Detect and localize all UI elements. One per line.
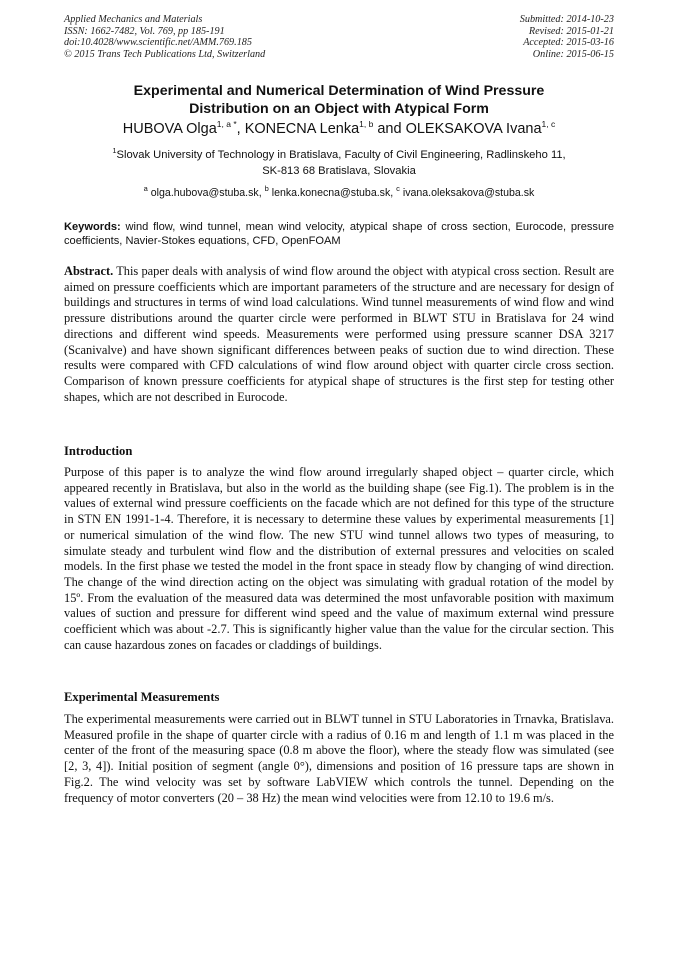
keywords-text: wind flow, wind tunnel, mean wind velocity, atypical shape of cross section, Eurocode, pressure coefficients, Navier-Stokes equations, CFD, OpenFOAM [64,221,614,248]
email-b: lenka.konecna@stuba.sk, [268,187,397,199]
email-c: ivana.oleksakova@stuba.sk [399,187,535,199]
email-a-marker: a [143,184,148,193]
keywords-label: Keywords: [64,221,121,233]
journal-doi: doi:10.4028/www.scientific.net/AMM.769.185 [64,37,252,49]
section-heading-introduction: Introduction [64,444,133,458]
introduction-text: Purpose of this paper is to analyze the wind flow around irregularly shaped object – quarter circle, which appeared recently in Bratislava, but also in the world as the building shape (see Fig.1). The problem is in the values of external wind pressure coefficients on the facade which are not defined for this type of the structure in STN EN 1991-1-4. Therefore, it is necessary to determine these values by experimental measurements [1] or numerical simulation of the wind flow. The new STU wind tunnel allows two types of measuring, to simulate steady and turbulent wind flow and the distribution of external pressures and velocities on scaled models. In the first phase we tested the model in the front space in steady flow by changing of wind direction. The change of the wind direction acting on the object was simulating with gradual rotation of the model by 15º. From the evaluation of the measured data was determined the most unfavorable position with maximum values of suction and pressure for different wind speed and the value of maximum external wind pressure coefficient which was about -2.7. This is significantly higher value than the value for the circular section. This can cause hazardous zones on facades or claddings of buildings. [64,465,614,652]
affiliation-line-2: SK-813 68 Bratislava, Slovakia [262,164,416,177]
author-2-marker: 1, b [359,119,374,129]
affiliation-line-1: Slovak University of Technology in Bratislava, Faculty of Civil Engineering, Radlinskeho 11, [116,149,566,161]
title-line-2: Distribution on an Object with Atypical Form [189,101,489,117]
email-c-marker: c [396,184,400,193]
keywords [64,220,614,249]
affiliation [40,148,638,179]
abstract [64,264,614,405]
author-3-marker: 1, c [541,119,556,129]
email-a: olga.hubova@stuba.sk, [147,187,265,199]
affiliation-marker: 1 [112,146,117,155]
author-1-marker: 1, a * [216,119,237,129]
abstract-label: Abstract. [64,264,114,278]
journal-name: Applied Mechanics and Materials [64,14,203,25]
paper-title [40,82,638,118]
publication-dates [520,14,614,60]
date-revised: Revised: 2015-01-21 [528,25,614,37]
author-2: , KONECNA Lenka [236,121,360,137]
experimental-text: The experimental measurements were carried out in BLWT tunnel in STU Laboratories in Trnavka, Bratislava. Measured profile in the shape of quarter circle with a radius of 0.16 m and length of 1.1 m was placed in the center of the front of the measuring space (0.8 m above the floor), where the steady flow was simulated (see [2, 3, 4]). Initial position of segment (angle 0°), dimensions and position of 16 pressure taps are shown in Fig.2. The wind velocity was set by software LabVIEW which controls the tunnel. Depending on the frequency of motor converters (20 – 38 Hz) the mean wind velocities were from 12.10 to 19.6 m/s. [64,712,614,805]
abstract-text: This paper deals with analysis of wind flow around the object with atypical cross section. Result are aimed on pressure coefficients which are important parameters of the structure and are necessary for design of buildings and structures in terms of wind load calculations. Wind tunnel measurements of wind flow and wind pressure distributions around the quarter circle were performed in BLWT STU in Bratislava for 24 wind directions and different wind speeds. Measurements were performed using pressure scanner DSA 3217 (Scanivalve) and have shown significant differences between peaks of suction due to wind direction. These results were compared with CFD calculations of wind flow around object with quarter circle cross section. Comparison of known pressure coefficients for atypical shape of structures is the first step for testing other shapes, which are not described in Eurocode. [64,264,614,404]
date-accepted: Accepted: 2015-03-16 [523,37,614,49]
section-heading-experimental: Experimental Measurements [64,690,220,704]
author-emails [40,186,638,200]
journal-issn: ISSN: 1662-7482, Vol. 769, pp 185-191 [64,25,225,37]
author-1: HUBOVA Olga [122,121,217,137]
copyright: © 2015 Trans Tech Publications Ltd, Switzerland [64,48,266,60]
journal-info [64,14,265,60]
author-list [40,120,638,139]
date-submitted: Submitted: 2014-10-23 [519,14,614,25]
email-b-marker: b [264,184,269,193]
date-online: Online: 2015-06-15 [532,48,614,60]
title-line-1: Experimental and Numerical Determination of Wind Pressure [133,83,545,99]
author-3: and OLEKSAKOVA Ivana [373,121,542,137]
